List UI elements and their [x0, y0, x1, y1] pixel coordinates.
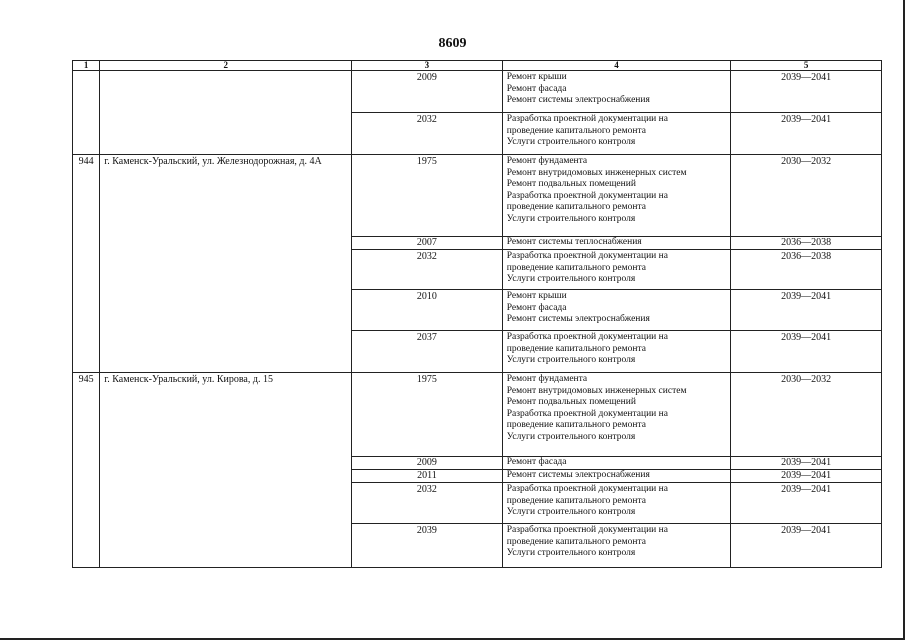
- house-number-cell: 945: [73, 373, 100, 568]
- period-cell: 2039—2041: [731, 71, 882, 113]
- works-cell: [502, 457, 731, 470]
- work-item: Ремонт системы электроснабжения: [506, 314, 650, 325]
- header-col-4: 4: [502, 61, 731, 71]
- work-item: Услуги строительного контроля: [506, 507, 636, 518]
- year-cell: 2032: [352, 483, 503, 524]
- header-row: [73, 61, 882, 71]
- table-row: [73, 373, 882, 457]
- works-cell: [502, 71, 731, 113]
- work-item: Ремонт крыши: [506, 72, 567, 82]
- work-item: Ремонт внутридомовых инженерных систем: [506, 167, 687, 178]
- work-item: Ремонт внутридомовых инженерных систем: [506, 385, 687, 396]
- year-cell: 2039: [352, 524, 503, 568]
- year-cell: 1975: [352, 155, 503, 237]
- work-item: Ремонт системы теплоснабжения: [506, 237, 642, 247]
- work-item: Разработка проектной документации на: [506, 251, 668, 261]
- header-col-5: 5: [731, 61, 882, 71]
- period-cell: 2039—2041: [731, 457, 882, 470]
- work-item: Ремонт системы электроснабжения: [506, 470, 650, 480]
- work-item: Ремонт фундамента: [506, 156, 588, 166]
- work-item: Ремонт фасада: [506, 83, 567, 94]
- period-cell: 2039—2041: [731, 290, 882, 331]
- address-cell: г. Каменск-Уральский, ул. Железнодорожная, д. 4А: [100, 155, 352, 373]
- work-item: Ремонт фундамента: [506, 374, 588, 384]
- header-col-1: 1: [73, 61, 100, 71]
- period-cell: 2030—2032: [731, 373, 882, 457]
- work-item: Ремонт фасада: [506, 302, 567, 313]
- works-cell: [502, 155, 731, 237]
- house-number-cell: [73, 71, 100, 155]
- work-item: Разработка проектной документации на: [506, 525, 668, 535]
- works-cell: [502, 470, 731, 483]
- work-item: проведение капитального ремонта: [506, 343, 646, 354]
- year-cell: 2007: [352, 237, 503, 250]
- work-item: проведение капитального ремонта: [506, 420, 646, 431]
- year-cell: 2032: [352, 113, 503, 155]
- work-item: Ремонт крыши: [506, 291, 567, 301]
- works-cell: [502, 113, 731, 155]
- work-item: проведение капитального ремонта: [506, 536, 646, 547]
- page-number: 8609: [438, 36, 467, 51]
- work-item: проведение капитального ремонта: [506, 125, 646, 136]
- work-item: Разработка проектной документации на: [506, 484, 668, 494]
- period-cell: 2039—2041: [731, 524, 882, 568]
- period-cell: 2039—2041: [731, 331, 882, 373]
- address-cell: г. Каменск-Уральский, ул. Кирова, д. 15: [100, 373, 352, 568]
- year-cell: 2032: [352, 250, 503, 290]
- header-col-3: 3: [352, 61, 503, 71]
- work-item: проведение капитального ремонта: [506, 495, 646, 506]
- work-item: проведение капитального ремонта: [506, 262, 646, 273]
- year-cell: 2037: [352, 331, 503, 373]
- work-item: Услуги строительного контроля: [506, 355, 636, 366]
- header-col-2: 2: [100, 61, 352, 71]
- work-item: проведение капитального ремонта: [506, 202, 646, 213]
- works-cell: [502, 524, 731, 568]
- works-cell: [502, 290, 731, 331]
- work-item: Ремонт подвальных помещений: [506, 179, 636, 190]
- work-item: Ремонт системы электроснабжения: [506, 95, 650, 106]
- table-row: [73, 155, 882, 237]
- work-item: Разработка проектной документации на: [506, 408, 668, 419]
- address-cell: [100, 71, 352, 155]
- work-item: Ремонт подвальных помещений: [506, 397, 636, 408]
- work-item: Услуги строительного контроля: [506, 213, 636, 224]
- house-number-cell: 944: [73, 155, 100, 373]
- period-cell: 2036—2038: [731, 237, 882, 250]
- works-cell: [502, 237, 731, 250]
- work-item: Разработка проектной документации на: [506, 114, 668, 124]
- year-cell: 1975: [352, 373, 503, 457]
- period-cell: 2039—2041: [731, 113, 882, 155]
- works-cell: [502, 483, 731, 524]
- period-cell: 2039—2041: [731, 470, 882, 483]
- period-cell: 2030—2032: [731, 155, 882, 237]
- year-cell: 2009: [352, 71, 503, 113]
- table-row: [73, 71, 882, 113]
- work-item: Ремонт фасада: [506, 457, 567, 467]
- work-item: Услуги строительного контроля: [506, 137, 636, 148]
- work-item: Услуги строительного контроля: [506, 431, 636, 442]
- year-cell: 2011: [352, 470, 503, 483]
- period-cell: 2036—2038: [731, 250, 882, 290]
- capital-repair-table: [72, 60, 882, 568]
- work-item: Разработка проектной документации на: [506, 190, 668, 201]
- works-cell: [502, 331, 731, 373]
- year-cell: 2010: [352, 290, 503, 331]
- work-item: Услуги строительного контроля: [506, 274, 636, 285]
- works-cell: [502, 373, 731, 457]
- period-cell: 2039—2041: [731, 483, 882, 524]
- works-cell: [502, 250, 731, 290]
- work-item: Услуги строительного контроля: [506, 548, 636, 559]
- year-cell: 2009: [352, 457, 503, 470]
- work-item: Разработка проектной документации на: [506, 332, 668, 342]
